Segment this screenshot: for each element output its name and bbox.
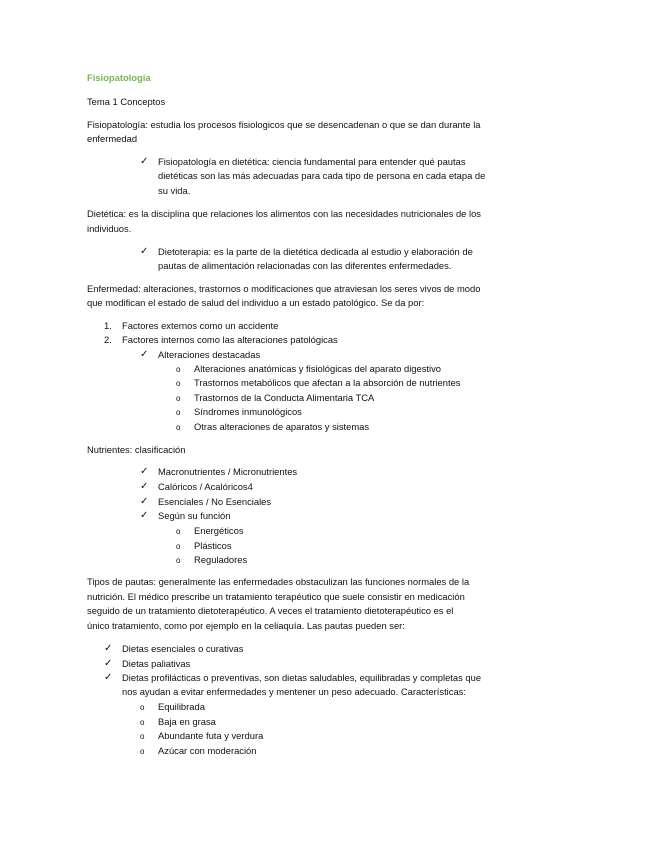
fisio-sub-line-3: su vida. xyxy=(158,185,191,196)
list-item: Alteraciones anatómicas y fisiológicas del aparato digestivo xyxy=(194,363,442,374)
list-item: Esenciales / No Esenciales xyxy=(158,496,272,507)
enfermedad-definition-line-1: Enfermedad: alteraciones, trastornos o modificaciones que atraviesan los seres vivos de modo xyxy=(87,283,481,294)
dietetica-definition-line-1: Dietética: es la disciplina que relaciones los alimentos con las necesidades nutricionales de los xyxy=(87,208,481,219)
bullet-icon: o xyxy=(176,365,181,374)
check-icon: ✓ xyxy=(140,466,149,477)
check-icon: ✓ xyxy=(140,496,149,507)
bullet-icon: o xyxy=(176,394,181,403)
bullet-icon: o xyxy=(140,747,145,756)
check-icon: ✓ xyxy=(140,246,149,257)
list-item: Equilibrada xyxy=(158,701,205,712)
pautas-definition-line-1: Tipos de pautas: generalmente las enfermedades obstaculizan las funciones normales de la xyxy=(87,576,470,587)
check-icon: ✓ xyxy=(140,481,149,492)
list-item: Energéticos xyxy=(194,525,244,536)
list-item: Macronutrientes / Micronutrientes xyxy=(158,466,298,477)
section-heading: Tema 1 Conceptos xyxy=(87,96,166,107)
fisio-sub-line-2: dietéticas son las más adecuadas para cada tipo de persona en cada etapa de xyxy=(158,170,486,181)
dietetica-definition-line-2: individuos. xyxy=(87,223,132,234)
check-icon: ✓ xyxy=(104,658,113,669)
bullet-icon: o xyxy=(176,423,181,432)
list-item: Dietas paliativas xyxy=(122,658,191,669)
dietoterapia-line-2: pautas de alimentación relacionadas con las diferentes enfermedades. xyxy=(158,260,452,271)
list-item: Dietas esenciales o curativas xyxy=(122,643,244,654)
bullet-icon: o xyxy=(176,408,181,417)
list-item: Azúcar con moderación xyxy=(158,745,257,756)
list-item: Síndromes inmunológicos xyxy=(194,406,302,417)
list-item: Abundante futa y verdura xyxy=(158,730,264,741)
list-item: Calóricos / Acalóricos4 xyxy=(158,481,253,492)
bullet-icon: o xyxy=(176,542,181,551)
pautas-definition-line-3: seguido de un tratamiento dietoterapéutico. A veces el tratamiento dietoterapéutico es el xyxy=(87,605,454,616)
list-item: Reguladores xyxy=(194,554,248,565)
check-icon: ✓ xyxy=(104,672,113,683)
pautas-definition-line-4: único tratamiento, como por ejemplo en la celiaquía. Las pautas pueden ser: xyxy=(87,620,405,631)
bullet-icon: o xyxy=(140,732,145,741)
list-number: 2. xyxy=(104,334,112,345)
check-icon: ✓ xyxy=(140,510,149,521)
bullet-icon: o xyxy=(140,703,145,712)
list-number: 1. xyxy=(104,320,112,331)
bullet-icon: o xyxy=(176,527,181,536)
list-item: Trastornos de la Conducta Alimentaria TCA xyxy=(194,392,375,403)
bullet-icon: o xyxy=(140,718,145,727)
dietoterapia-line-1: Dietoterapia: es la parte de la dietética dedicada al estudio y elaboración de xyxy=(158,246,473,257)
document-title: Fisiopatología xyxy=(87,72,151,83)
check-icon: ✓ xyxy=(140,156,149,167)
list-item: Factores externos como un accidente xyxy=(122,320,279,331)
check-icon: ✓ xyxy=(140,349,149,360)
alteraciones-label: Alteraciones destacadas xyxy=(158,349,261,360)
list-item: Otras alteraciones de aparatos y sistemas xyxy=(194,421,370,432)
fisio-definition-line-2: enfermedad xyxy=(87,133,138,144)
nutrientes-label: Nutrientes: clasificación xyxy=(87,444,186,455)
fisio-definition-line-1: Fisiopatología: estudia los procesos fisiologicos que se desencadenan o que se dan durante la xyxy=(87,119,481,130)
pautas-definition-line-2: nutrición. El médico prescribe un tratamiento terapéutico que suele consistir en medicación xyxy=(87,591,465,602)
profilacticas-line-2: nos ayudan a evitar enfermedades y mentener un peso adecuado. Características: xyxy=(122,686,466,697)
check-icon: ✓ xyxy=(104,643,113,654)
bullet-icon: o xyxy=(176,379,181,388)
list-item: Factores internos como las alteraciones patológicas xyxy=(122,334,338,345)
profilacticas-line-1: Dietas profilácticas o preventivas, son dietas saludables, equilibradas y completas que xyxy=(122,672,482,683)
list-item: Según su función xyxy=(158,510,231,521)
list-item: Baja en grasa xyxy=(158,716,216,727)
list-item: Trastornos metabólicos que afectan a la absorción de nutrientes xyxy=(194,377,461,388)
list-item: Plásticos xyxy=(194,540,232,551)
fisio-sub-line-1: Fisiopatología en dietética: ciencia fundamental para entender qué pautas xyxy=(158,156,466,167)
enfermedad-definition-line-2: que modifican el estado de salud del individuo a un estado patológico. Se da por: xyxy=(87,297,425,308)
bullet-icon: o xyxy=(176,556,181,565)
